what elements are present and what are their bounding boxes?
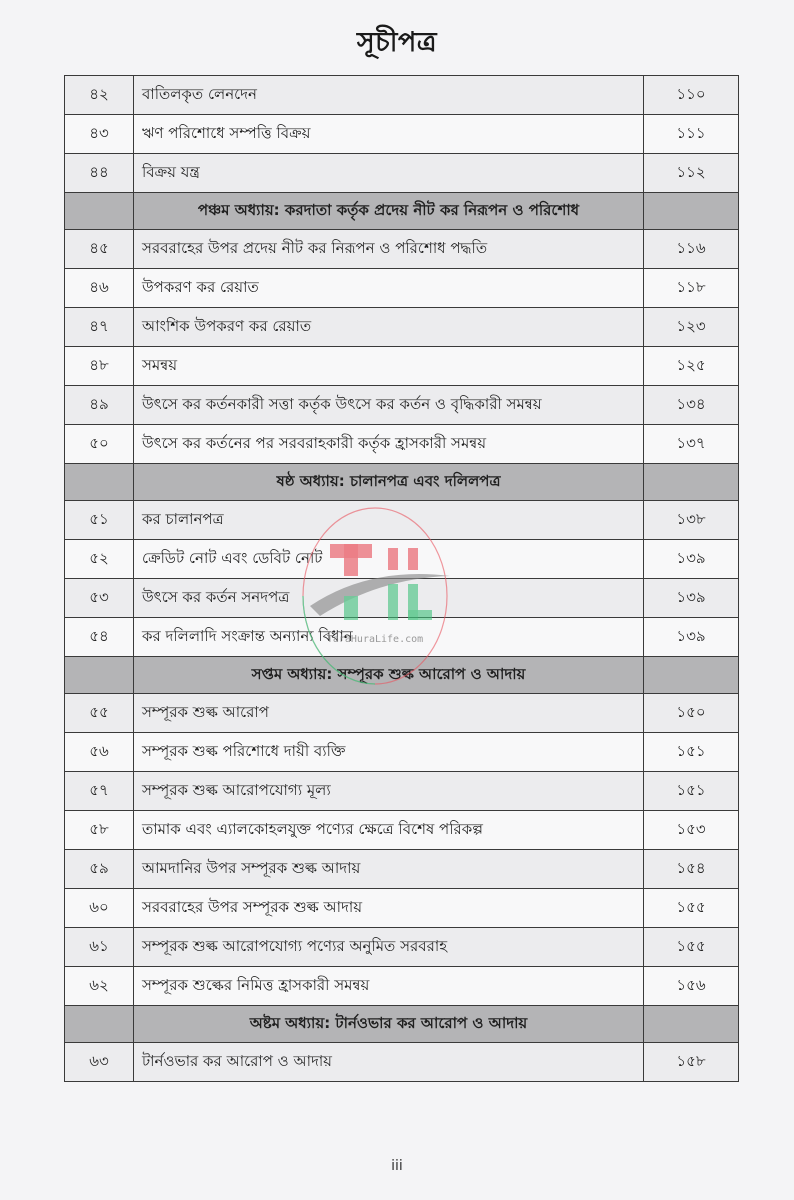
section-title: সম্পূরক শুল্ক আরোপ [134, 694, 644, 733]
toc-entry-row [65, 154, 739, 193]
section-number: ৫৪ [65, 618, 134, 657]
section-title: বাতিলকৃত লেনদেন [134, 76, 644, 115]
page-reference: ১৫১ [644, 772, 739, 811]
chapter-num-cell [65, 193, 134, 230]
chapter-header-row [65, 657, 739, 694]
section-number: ৪৮ [65, 347, 134, 386]
section-number: ৫৬ [65, 733, 134, 772]
section-number: ৪৭ [65, 308, 134, 347]
toc-entry-row [65, 425, 739, 464]
chapter-header-row [65, 1006, 739, 1043]
page-reference: ১২৩ [644, 308, 739, 347]
section-title: বিক্রয় যন্ত্র [134, 154, 644, 193]
section-title: আমদানির উপর সম্পূরক শুল্ক আদায় [134, 850, 644, 889]
section-number: ৪৪ [65, 154, 134, 193]
page-reference: ১৩৯ [644, 540, 739, 579]
section-number: ৫৩ [65, 579, 134, 618]
page-reference: ১১২ [644, 154, 739, 193]
page-number: iii [391, 1158, 403, 1174]
chapter-page-cell [644, 193, 739, 230]
page-reference: ১৫৬ [644, 967, 739, 1006]
svg-text:TaraHuraLife.com: TaraHuraLife.com [326, 634, 424, 645]
page-reference: ১৫৩ [644, 811, 739, 850]
section-number: ৬৩ [65, 1043, 134, 1082]
toc-entry-row [65, 269, 739, 308]
chapter-page-cell [644, 657, 739, 694]
section-title: সম্পূরক শুল্কের নিমিত্ত হ্রাসকারী সমন্বয় [134, 967, 644, 1006]
page-reference: ১৫৫ [644, 889, 739, 928]
toc-entry-row [65, 694, 739, 733]
page-reference: ১১০ [644, 76, 739, 115]
page-reference: ১৩৮ [644, 501, 739, 540]
page-reference: ১১১ [644, 115, 739, 154]
section-title: উৎসে কর কর্তনের পর সরবরাহকারী কর্তৃক হ্রাসকারী সমন্বয় [134, 425, 644, 464]
toc-entry-row [65, 618, 739, 657]
section-number: ৫৫ [65, 694, 134, 733]
page-reference: ১৫৮ [644, 1043, 739, 1082]
toc-entry-row [65, 501, 739, 540]
chapter-num-cell [65, 1006, 134, 1043]
toc-entry-row [65, 230, 739, 269]
section-title: সরবরাহের উপর প্রদেয় নীট কর নিরূপন ও পরিশোধ পদ্ধতি [134, 230, 644, 269]
section-title: ঋণ পরিশোধে সম্পত্তি বিক্রয় [134, 115, 644, 154]
chapter-title: সপ্তম অধ্যায়: সম্পূরক শুল্ক আরোপ ও আদায় [134, 657, 644, 694]
page-reference: ১২৫ [644, 347, 739, 386]
section-number: ৫২ [65, 540, 134, 579]
toc-entry-row [65, 386, 739, 425]
section-title: উৎসে কর কর্তন সনদপত্র [134, 579, 644, 618]
section-number: ৬০ [65, 889, 134, 928]
chapter-num-cell [65, 464, 134, 501]
section-title: সমন্বয় [134, 347, 644, 386]
toc-entry-row [65, 772, 739, 811]
page-reference: ১৫০ [644, 694, 739, 733]
page-reference: ১৩৪ [644, 386, 739, 425]
section-number: ৫০ [65, 425, 134, 464]
chapter-num-cell [65, 657, 134, 694]
toc-entry-row [65, 579, 739, 618]
chapter-header-row [65, 464, 739, 501]
section-title: সম্পূরক শুল্ক পরিশোধে দায়ী ব্যক্তি [134, 733, 644, 772]
section-title: ক্রেডিট নোট এবং ডেবিট নোট [134, 540, 644, 579]
toc-entry-row [65, 115, 739, 154]
page-reference: ১৫১ [644, 733, 739, 772]
section-title: কর দলিলাদি সংক্রান্ত অন্যান্য বিধান [134, 618, 644, 657]
toc-entry-row [65, 76, 739, 115]
chapter-title: অষ্টম অধ্যায়: টার্নওভার কর আরোপ ও আদায় [134, 1006, 644, 1043]
section-number: ৪৫ [65, 230, 134, 269]
page-reference: ১১৮ [644, 269, 739, 308]
page-title: সূচীপত্র [356, 27, 438, 58]
section-title: তামাক এবং এ্যালকোহলযুক্ত পণ্যের ক্ষেত্রে বিশেষ পরিকল্প [134, 811, 644, 850]
section-number: ৪৩ [65, 115, 134, 154]
section-title: আংশিক উপকরণ কর রেয়াত [134, 308, 644, 347]
page-reference: ১৫৫ [644, 928, 739, 967]
toc-entry-row [65, 733, 739, 772]
section-title: সম্পূরক শুল্ক আরোপযোগ্য পণ্যের অনুমিত সরবরাহ [134, 928, 644, 967]
section-number: ৫১ [65, 501, 134, 540]
section-title: সরবরাহের উপর সম্পূরক শুল্ক আদায় [134, 889, 644, 928]
section-number: ৪২ [65, 76, 134, 115]
section-number: ৬২ [65, 967, 134, 1006]
page-reference: ১৩৯ [644, 618, 739, 657]
section-number: ৫৭ [65, 772, 134, 811]
table-of-contents [64, 75, 739, 1082]
chapter-page-cell [644, 1006, 739, 1043]
toc-entry-row [65, 811, 739, 850]
chapter-header-row [65, 193, 739, 230]
toc-entry-row [65, 540, 739, 579]
page-reference: ১৩৯ [644, 579, 739, 618]
toc-entry-row [65, 928, 739, 967]
section-number: ৬১ [65, 928, 134, 967]
section-number: ৪৯ [65, 386, 134, 425]
toc-entry-row [65, 347, 739, 386]
page-reference: ১৩৭ [644, 425, 739, 464]
section-title: কর চালানপত্র [134, 501, 644, 540]
page-reference: ১১৬ [644, 230, 739, 269]
toc-entry-row [65, 889, 739, 928]
section-title: উপকরণ কর রেয়াত [134, 269, 644, 308]
section-title: সম্পূরক শুল্ক আরোপযোগ্য মূল্য [134, 772, 644, 811]
section-number: ৪৬ [65, 269, 134, 308]
page-reference: ১৫৪ [644, 850, 739, 889]
toc-entry-row [65, 308, 739, 347]
toc-entry-row [65, 967, 739, 1006]
chapter-page-cell [644, 464, 739, 501]
section-title: টার্নওভার কর আরোপ ও আদায় [134, 1043, 644, 1082]
chapter-title: পঞ্চম অধ্যায়: করদাতা কর্তৃক প্রদেয় নীট কর নিরূপন ও পরিশোধ [134, 193, 644, 230]
section-title: উৎসে কর কর্তনকারী সত্তা কর্তৃক উৎসে কর কর্তন ও বৃদ্ধিকারী সমন্বয় [134, 386, 644, 425]
section-number: ৫৮ [65, 811, 134, 850]
section-number: ৫৯ [65, 850, 134, 889]
toc-entry-row [65, 850, 739, 889]
chapter-title: ষষ্ঠ অধ্যায়: চালানপত্র এবং দলিলপত্র [134, 464, 644, 501]
toc-entry-row [65, 1043, 739, 1082]
toc-body [65, 76, 739, 1082]
